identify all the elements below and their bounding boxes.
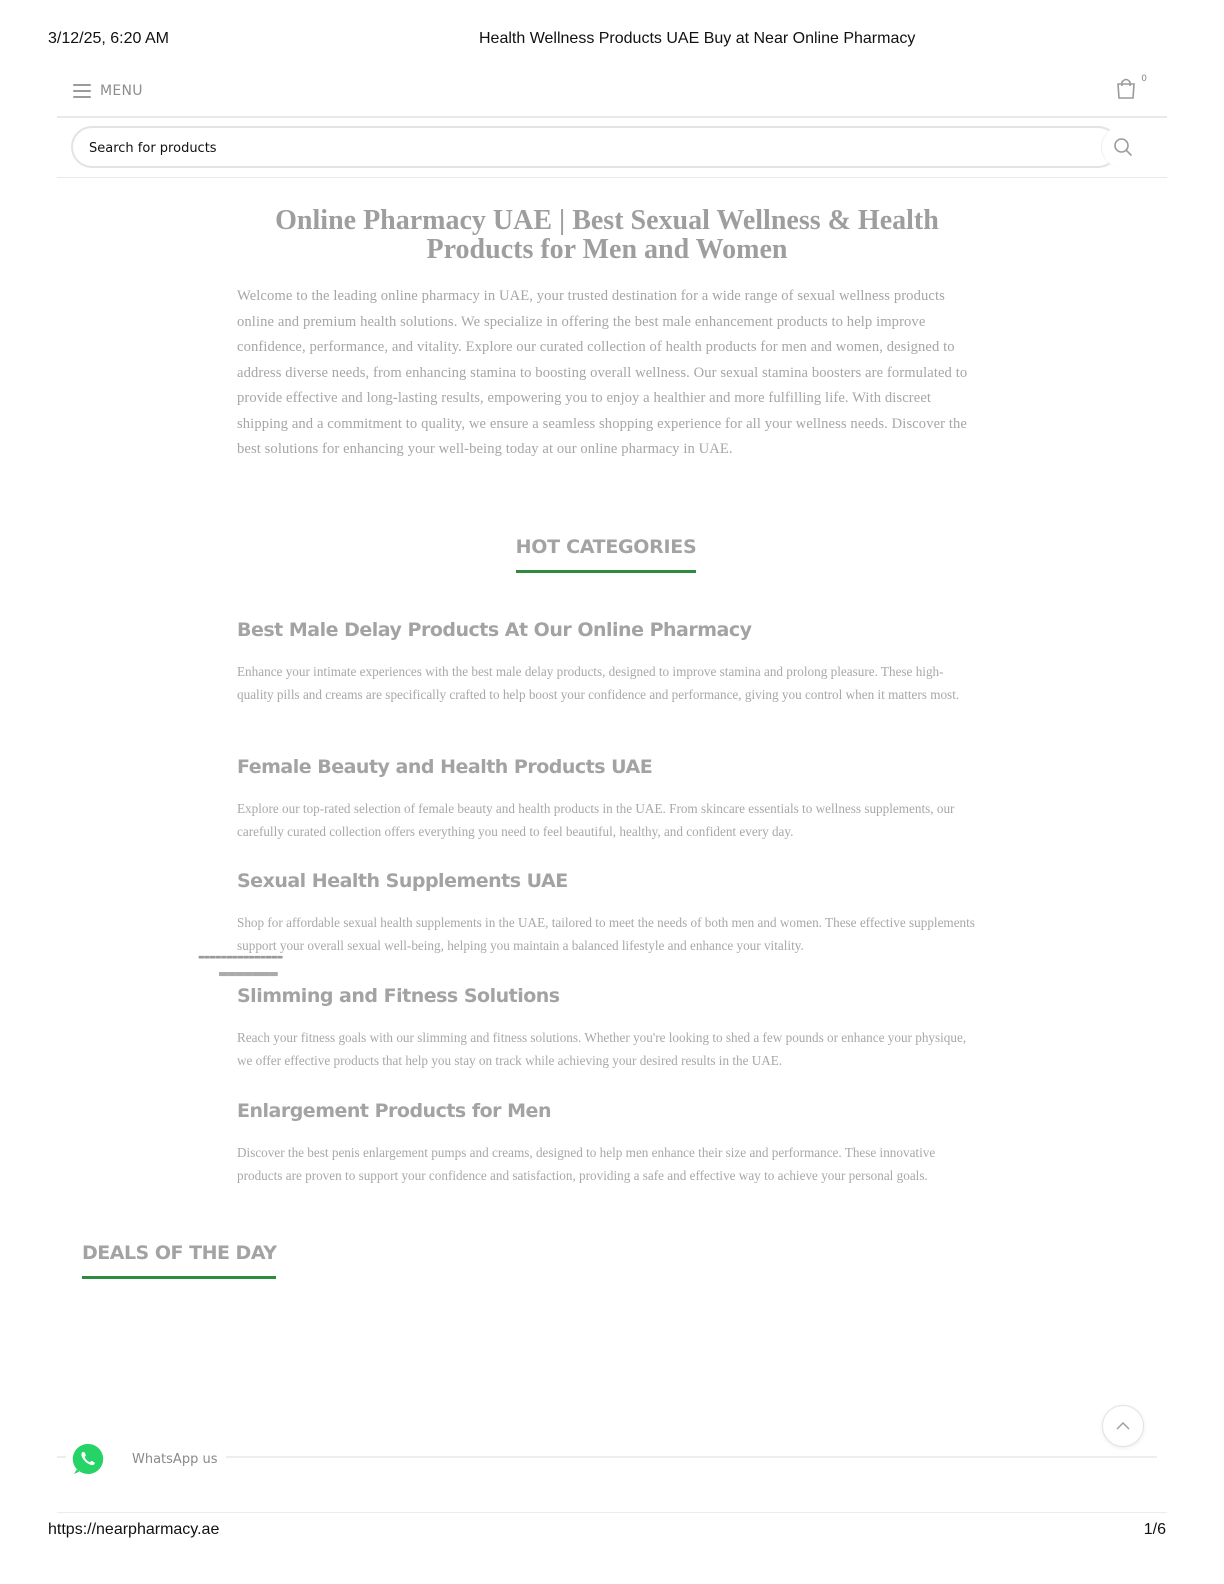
menu-button[interactable] (73, 76, 143, 106)
whatsapp-button[interactable] (66, 1437, 226, 1481)
intro-paragraph: Welcome to the leading online pharmacy in UAE, your trusted destination for a wide range of sexual wellness products online and premium health solutions. We specialize in offering the best male enhancement products to help improve confidence, performance, and vitality. Explore our curated collection of health products for men and women, designed to address diverse needs, from enhancing stamina to boosting overall wellness. Our sexual stamina boosters are formulated to provide effective and long-lasting results, empowering you to enjoy a healthier and more fulfilling life. With discreet shipping and a commitment to quality, we ensure a seamless shopping experience for all your wellness needs. Discover the best solutions for enhancing your well-being today at our online pharmacy in UAE. (237, 288, 968, 457)
print-footer-page-number: 1/6 (1143, 1521, 1166, 1538)
search-bar (57, 118, 1167, 178)
category-title[interactable]: Best Male Delay Products At Our Online Pharmacy (237, 619, 752, 641)
hamburger-icon (73, 84, 91, 98)
print-footer-url: https://nearpharmacy.ae (48, 1521, 220, 1538)
page-title: Online Pharmacy UAE | Best Sexual Wellness & Health Products for Men and Women (275, 205, 939, 265)
overlay-artifact: ▬▬▬▬▬▬▬▬▬▬▬▬▬▬▬ ▬▬▬▬▬▬▬ (198, 953, 283, 980)
category-description: Explore our top-rated selection of female beauty and health products in the UAE. From skincare essentials to wellness supplements, our carefully curated collection offers everything you need to feel beautiful, healthy, and confident every day. (237, 801, 955, 839)
scroll-to-top-button[interactable] (1102, 1405, 1144, 1447)
category-description: Reach your fitness goals with our slimming and fitness solutions. Whether you're looking to shed a few pounds or enhance your physique, we offer effective products that help you stay on track while achieving your desired results in the UAE. (237, 1030, 967, 1068)
top-bar (57, 66, 1167, 118)
search-box (71, 126, 1119, 168)
category-description: Enhance your intimate experiences with the best male delay products, designed to improve stamina and prolong pleasure. These high-quality pills and creams are specifically crafted to help boost your confidence and performance, giving you control when it matters most. (237, 664, 960, 702)
cart-button[interactable] (1115, 74, 1149, 108)
category-block (237, 985, 979, 1072)
category-block (237, 870, 979, 957)
category-description: Shop for affordable sexual health supplements in the UAE, tailored to meet the needs of both men and women. These effective supplements support your overall sexual well-being, helping you maintain a balanced lifestyle and enhance your vitality. (237, 915, 975, 953)
category-title[interactable]: Enlargement Products for Men (237, 1100, 551, 1122)
hot-categories-title: HOT CATEGORIES (516, 536, 697, 573)
search-button[interactable] (1101, 126, 1143, 168)
whatsapp-icon (66, 1437, 110, 1481)
search-icon (1113, 137, 1133, 157)
category-block (237, 1100, 979, 1187)
deals-heading (82, 1242, 276, 1279)
category-block (237, 619, 979, 706)
cart-count-badge: 0 (1141, 74, 1147, 84)
shopping-bag-icon (1115, 77, 1137, 101)
menu-label: MENU (100, 83, 143, 99)
category-description: Discover the best penis enlargement pumps and creams, designed to help men enhance their size and performance. These innovative products are proven to support your confidence and satisfaction, providing a safe and effective way to achieve your personal goals. (237, 1145, 936, 1183)
print-footer-divider (57, 1512, 1167, 1513)
category-block (237, 756, 979, 843)
deals-title: DEALS OF THE DAY (82, 1242, 276, 1279)
category-title[interactable]: Female Beauty and Health Products UAE (237, 756, 653, 778)
whatsapp-label: WhatsApp us (132, 1451, 218, 1467)
search-input[interactable] (89, 136, 1089, 160)
hot-categories-heading (0, 536, 1212, 573)
category-title[interactable]: Sexual Health Supplements UAE (237, 870, 568, 892)
chevron-up-icon (1116, 1421, 1130, 1431)
print-header-title: Health Wellness Products UAE Buy at Near Online Pharmacy (479, 30, 916, 47)
category-title[interactable]: Slimming and Fitness Solutions (237, 985, 560, 1007)
print-header-date: 3/12/25, 6:20 AM (48, 30, 169, 47)
